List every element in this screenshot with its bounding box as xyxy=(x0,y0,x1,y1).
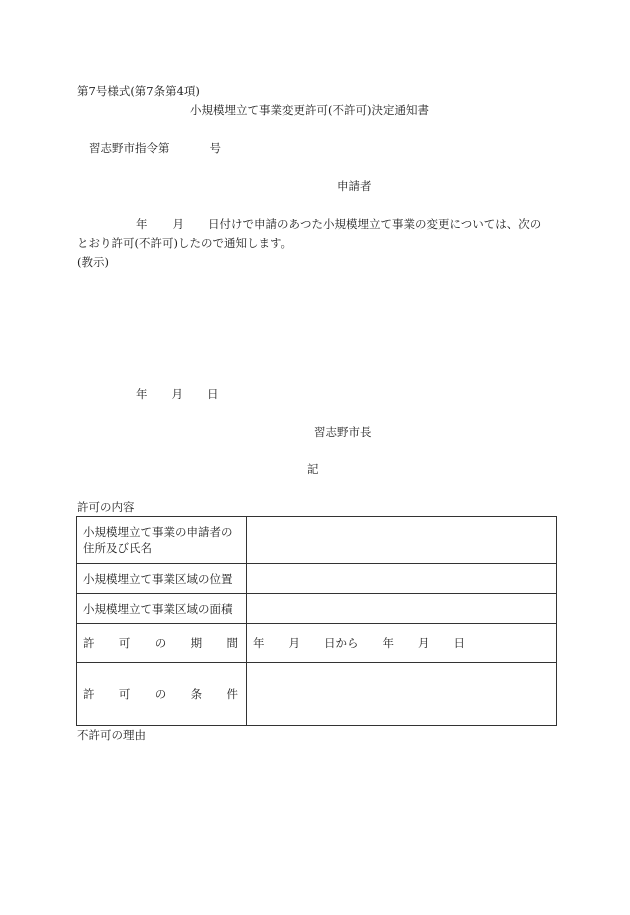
period-from: 日から xyxy=(324,636,359,650)
label-char: 期 xyxy=(190,636,203,650)
period-month-2: 月 xyxy=(418,636,430,650)
date-year: 年 xyxy=(136,387,148,401)
label-char: の xyxy=(154,687,167,701)
period-month-1: 月 xyxy=(288,636,300,650)
location-label: 小規模埋立て事業区域の位置 xyxy=(77,564,247,594)
table-row xyxy=(77,594,557,624)
applicant-address-value xyxy=(247,517,557,564)
table-row xyxy=(77,564,557,594)
body-day-text: 日付けで申請のあつた小規模埋立て事業の変更については、次の xyxy=(208,217,542,231)
table-row xyxy=(77,624,557,663)
period-label xyxy=(77,624,247,663)
directive-prefix: 習志野市指令第 xyxy=(89,141,170,155)
permit-content-heading: 許可の内容 xyxy=(77,500,135,514)
condition-label xyxy=(77,663,247,726)
label-char: 件 xyxy=(226,687,238,701)
table-row xyxy=(77,663,557,726)
directive-suffix: 号 xyxy=(209,141,221,155)
area-label: 小規模埋立て事業区域の面積 xyxy=(77,594,247,624)
date-month: 月 xyxy=(171,387,183,401)
body-month: 月 xyxy=(172,217,184,231)
permit-table xyxy=(76,516,557,726)
location-value xyxy=(247,564,557,594)
document-title: 小規模埋立て事業変更許可(不許可)決定通知書 xyxy=(190,103,429,117)
rejection-reason-heading: 不許可の理由 xyxy=(77,728,146,742)
label-char: の xyxy=(154,636,167,650)
label-line: 住所及び氏名 xyxy=(83,541,152,555)
mayor-signature: 習志野市長 xyxy=(314,425,372,439)
label-char: 条 xyxy=(190,687,203,701)
instruction-label: (教示) xyxy=(77,255,109,269)
body-line-2: とおり許可(不許可)したので通知します。 xyxy=(77,236,293,250)
label-char: 許 xyxy=(83,687,95,701)
period-year-2: 年 xyxy=(382,636,394,650)
label-line: 小規模埋立て事業の申請者の xyxy=(83,525,233,539)
label-char: 可 xyxy=(118,636,131,650)
issue-date xyxy=(136,387,219,401)
body-line-1 xyxy=(136,217,541,231)
table-row xyxy=(77,517,557,564)
label-char: 可 xyxy=(118,687,131,701)
ki-heading: 記 xyxy=(307,462,319,476)
area-value xyxy=(247,594,557,624)
body-year: 年 xyxy=(136,217,148,231)
period-year-1: 年 xyxy=(253,636,265,650)
applicant-label: 申請者 xyxy=(337,179,372,193)
period-day-2: 日 xyxy=(453,636,465,650)
label-char: 間 xyxy=(226,636,238,650)
label-char: 許 xyxy=(83,636,95,650)
form-number: 第7号様式(第7条第4項) xyxy=(77,84,200,98)
period-value xyxy=(247,624,557,663)
applicant-address-label xyxy=(77,517,247,564)
directive-line xyxy=(89,141,221,155)
condition-value xyxy=(247,663,557,726)
date-day: 日 xyxy=(207,387,219,401)
